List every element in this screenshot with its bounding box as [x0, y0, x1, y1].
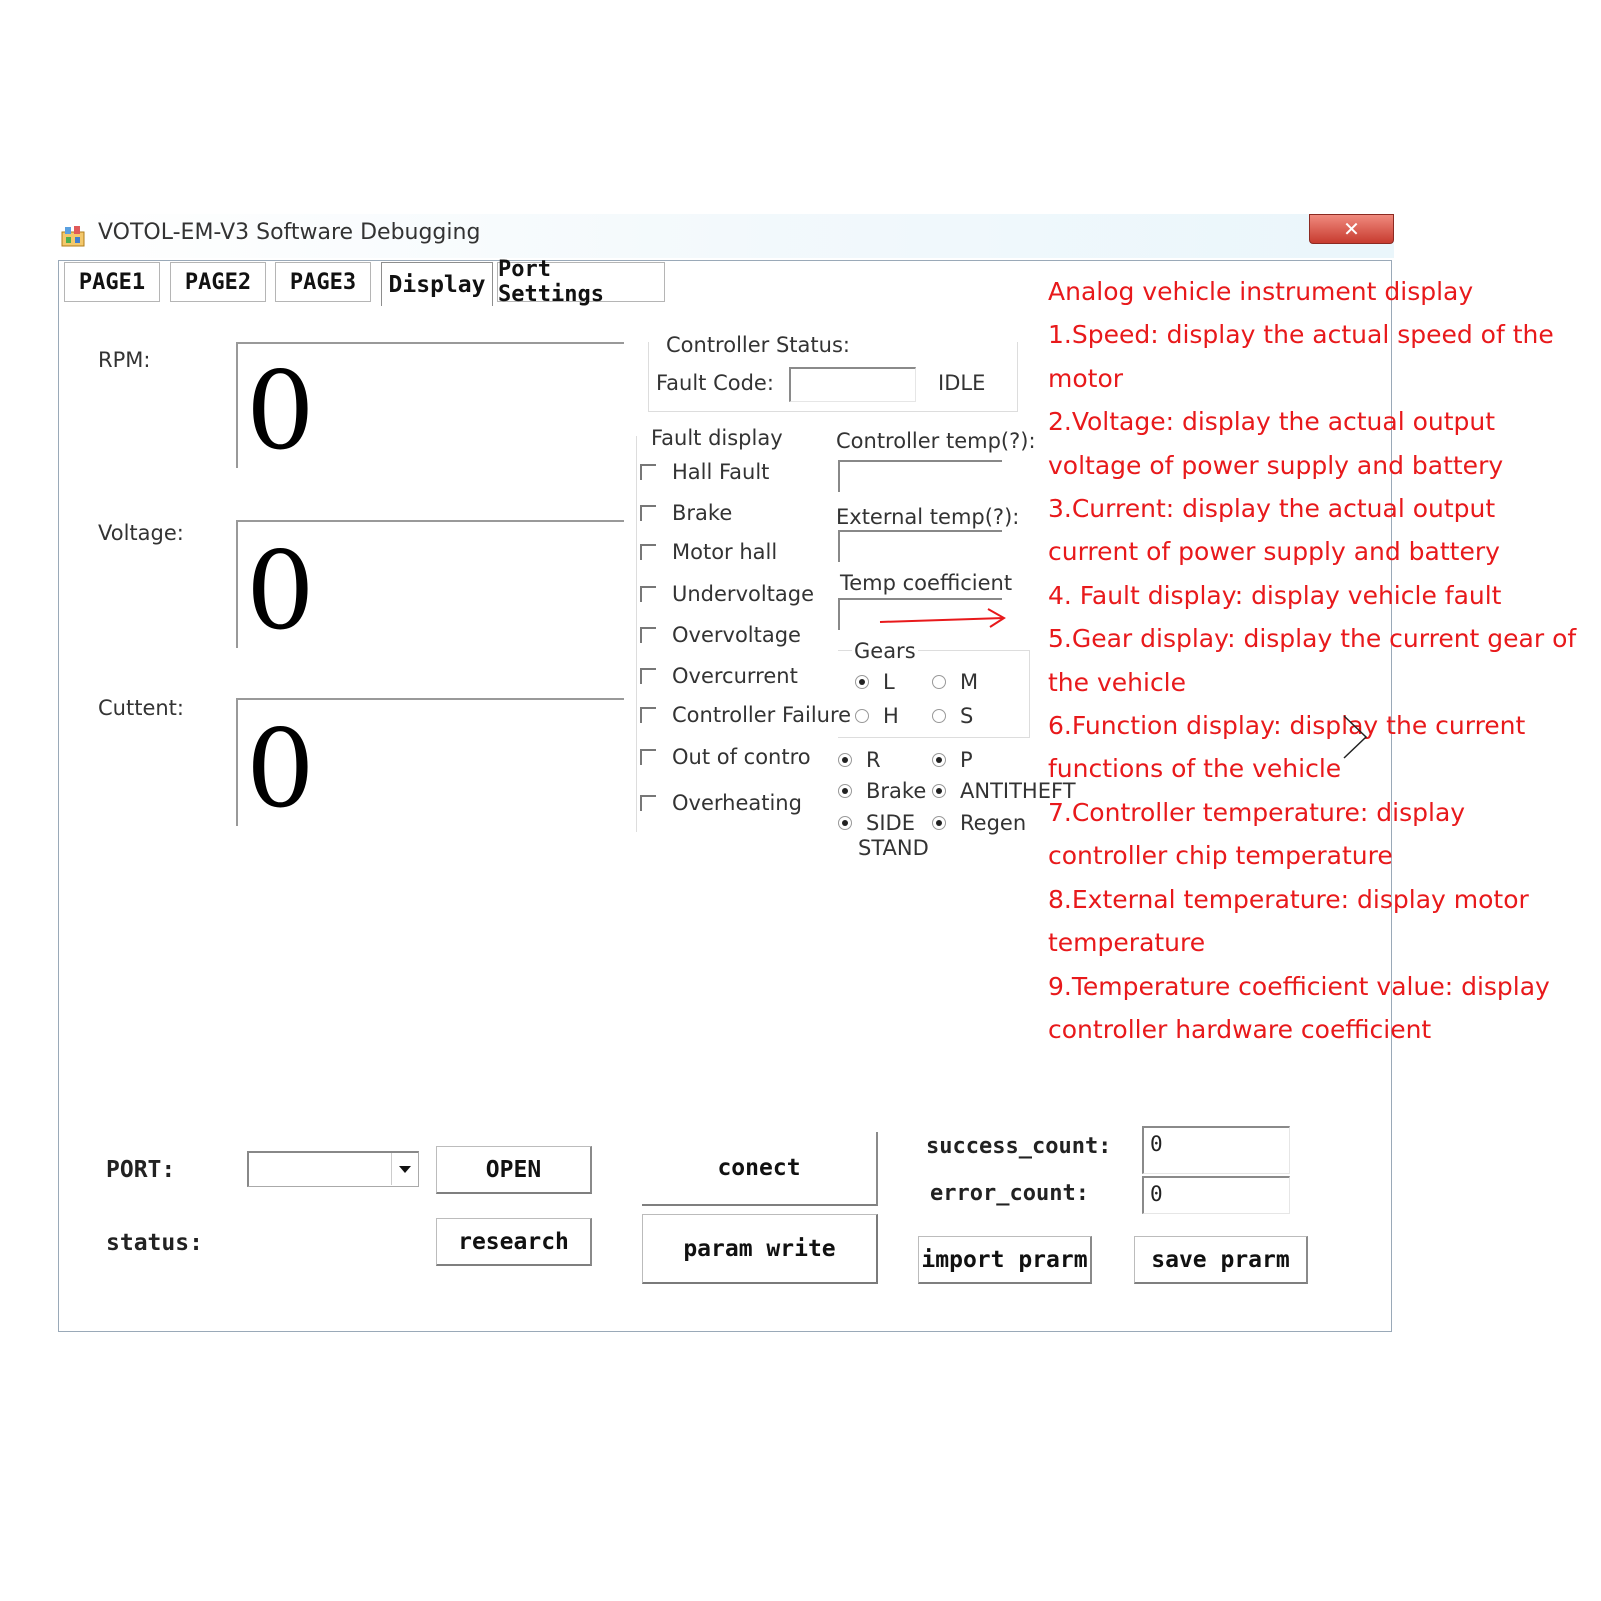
tab-page1[interactable]: [64, 262, 160, 302]
controller-temp-label: Controller temp(?):: [836, 429, 1036, 453]
rpm-value: 0: [246, 349, 315, 474]
error-count-label: error_count:: [930, 1181, 1089, 1206]
checkbox-overvoltage[interactable]: [640, 623, 801, 647]
annotation-line: controller chip temperature: [1048, 841, 1393, 871]
port-select[interactable]: [247, 1151, 419, 1187]
function-r: [838, 748, 881, 772]
annotation-line: the vehicle: [1048, 667, 1187, 697]
checkbox-box: [640, 586, 656, 602]
radio-dot: [932, 784, 946, 798]
annotation-arrow: [880, 606, 1010, 630]
annotation-line: 8.External temperature: display motor: [1048, 884, 1529, 914]
checkbox-box: [640, 505, 656, 521]
status-label: status:: [106, 1230, 203, 1256]
window-title: VOTOL-EM-V3 Software Debugging: [98, 220, 481, 245]
radio-dot: [855, 709, 869, 723]
controller-state: IDLE: [938, 371, 986, 395]
rpm-display: [236, 342, 624, 474]
tab-label: Port Settings: [498, 257, 604, 307]
success-count-value: 0: [1150, 1132, 1163, 1156]
checkbox-label: Motor hall: [672, 540, 778, 564]
checkbox-box: [640, 627, 656, 643]
gear-radio-m[interactable]: [932, 670, 978, 694]
radio-label: S: [960, 704, 974, 728]
tab-display[interactable]: [381, 262, 493, 306]
annotation-line: 3.Current: display the actual output: [1048, 494, 1496, 524]
radio-label: H: [883, 704, 899, 728]
close-icon: ✕: [1343, 217, 1360, 241]
chevron-right-icon: [1340, 712, 1370, 762]
annotation-line: functions of the vehicle: [1048, 754, 1342, 784]
gears-title: Gears: [854, 639, 916, 663]
checkbox-box: [640, 795, 656, 811]
function-brake: [838, 779, 926, 803]
checkbox-brake[interactable]: [640, 501, 732, 525]
research-button[interactable]: research: [436, 1218, 592, 1266]
radio-dot: [838, 753, 852, 767]
current-display: [236, 698, 624, 832]
checkbox-undervoltage[interactable]: [640, 582, 815, 606]
radio-label: P: [960, 748, 973, 772]
annotation-line: voltage of power supply and battery: [1048, 450, 1504, 480]
temp-coefficient-label: Temp coefficient: [840, 571, 1013, 595]
radio-label: R: [866, 748, 881, 772]
checkbox-label: Out of contro: [672, 745, 811, 769]
checkbox-label: Brake: [672, 501, 733, 525]
connect-button[interactable]: conect: [642, 1132, 878, 1206]
current-value: 0: [246, 707, 315, 832]
radio-label: SIDE: [866, 811, 915, 835]
error-count-field[interactable]: [1142, 1176, 1290, 1214]
radio-dot: [932, 709, 946, 723]
annotation-line: temperature: [1048, 928, 1206, 958]
checkbox-box: [640, 749, 656, 765]
current-label: Cuttent:: [98, 696, 184, 720]
annotation-line: 2.Voltage: display the actual output: [1048, 407, 1496, 437]
function-regen: [932, 811, 1026, 835]
success-count-label: success_count:: [926, 1134, 1112, 1159]
annotation-line: 9.Temperature coefficient value: display: [1048, 971, 1550, 1001]
voltage-label: Voltage:: [98, 521, 184, 545]
tab-port-settings[interactable]: [497, 257, 665, 307]
external-temp-field[interactable]: [838, 530, 1002, 562]
annotation-line: 4. Fault display: display vehicle fault: [1048, 580, 1502, 610]
external-temp-label: External temp(?):: [836, 505, 1020, 529]
success-count-field[interactable]: [1142, 1126, 1290, 1174]
checkbox-box: [640, 544, 656, 560]
tab-label: PAGE2: [184, 269, 252, 295]
annotation-line: 7.Controller temperature: display: [1048, 797, 1466, 827]
function-side-stand: [838, 811, 915, 835]
annotation-block: [1048, 270, 1576, 1051]
checkbox-overheating[interactable]: [640, 791, 802, 815]
tab-page2[interactable]: [170, 262, 266, 302]
annotation-line: 6.Function display: display the current: [1048, 711, 1526, 741]
import-param-button[interactable]: import prarm: [918, 1236, 1092, 1284]
save-param-button[interactable]: save prarm: [1134, 1236, 1308, 1284]
checkbox-motor-hall[interactable]: [640, 540, 777, 564]
radio-label: Brake: [866, 779, 927, 803]
annotation-line: controller hardware coefficient: [1048, 1014, 1432, 1044]
fault-code-field[interactable]: [789, 367, 916, 402]
checkbox-box: [640, 707, 656, 723]
fault-display-title: Fault display: [651, 426, 783, 450]
annotation-line: Analog vehicle instrument display: [1048, 277, 1474, 306]
tab-label: Display: [388, 271, 486, 298]
error-count-value: 0: [1150, 1182, 1163, 1206]
fault-code-label: Fault Code:: [656, 371, 774, 395]
annotation-line: current of power supply and battery: [1048, 537, 1500, 567]
radio-label: L: [883, 670, 895, 694]
controller-temp-field[interactable]: [838, 460, 1002, 492]
checkbox-box: [640, 464, 656, 480]
close-button[interactable]: [1309, 214, 1394, 244]
checkbox-box: [640, 668, 656, 684]
checkbox-label: Undervoltage: [672, 582, 815, 606]
port-label: PORT:: [106, 1157, 176, 1183]
tab-label: PAGE3: [289, 269, 357, 295]
radio-label: M: [960, 670, 979, 694]
checkbox-label: Overvoltage: [672, 623, 801, 647]
annotation-line: 1.Speed: display the actual speed of the: [1048, 320, 1554, 350]
radio-dot: [932, 753, 946, 767]
checkbox-hall-fault[interactable]: [640, 460, 769, 484]
checkbox-label: Controller Failure: [672, 703, 852, 727]
tab-label: PAGE1: [78, 269, 146, 295]
dropdown-button[interactable]: [391, 1153, 418, 1185]
gear-radio-h[interactable]: [855, 704, 899, 728]
checkbox-label: Hall Fault: [672, 460, 770, 484]
checkbox-label: Overheating: [672, 791, 802, 815]
radio-label: ANTITHEFT: [960, 779, 1076, 803]
chevron-down-icon: [399, 1166, 411, 1173]
checkbox-overcurrent[interactable]: [640, 664, 798, 688]
app-icon: [60, 224, 86, 248]
radio-dot: [838, 816, 852, 830]
radio-dot: [855, 675, 869, 689]
checkbox-label: Overcurrent: [672, 664, 798, 688]
open-button[interactable]: OPEN: [436, 1146, 592, 1194]
param-write-button[interactable]: param write: [642, 1214, 878, 1284]
voltage-value: 0: [246, 529, 315, 654]
checkbox-controller-failure[interactable]: [640, 703, 851, 727]
annotation-line: motor: [1048, 363, 1124, 393]
rpm-label: RPM:: [98, 348, 151, 372]
annotation-line: 5.Gear display: display the current gear of: [1048, 624, 1577, 654]
gear-radio-s[interactable]: [932, 704, 973, 728]
radio-dot: [932, 675, 946, 689]
tab-page3[interactable]: [275, 262, 371, 302]
radio-label: Regen: [960, 811, 1027, 835]
function-side-stand-line2: STAND: [858, 836, 929, 860]
checkbox-out-of-control[interactable]: [640, 745, 811, 769]
voltage-display: [236, 520, 624, 654]
gear-radio-l[interactable]: [855, 670, 895, 694]
radio-dot: [838, 784, 852, 798]
controller-status-title: Controller Status:: [666, 333, 850, 357]
radio-dot: [932, 816, 946, 830]
function-p: [932, 748, 973, 772]
